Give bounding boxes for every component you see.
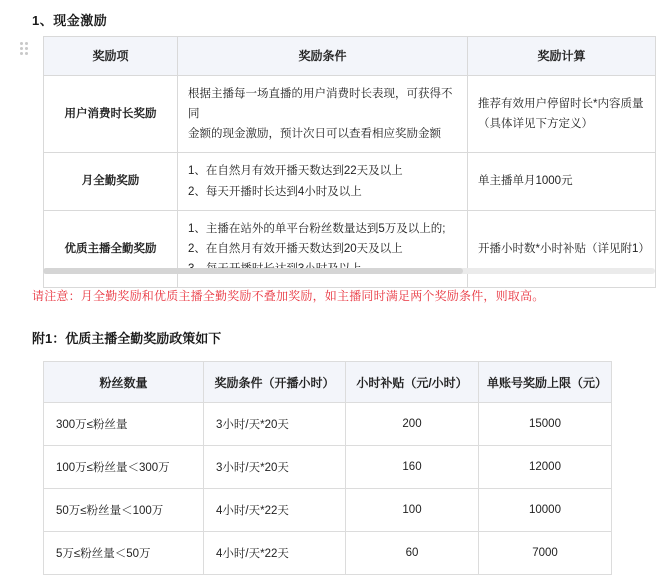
reward-item-name: 用户消费时长奖励 [44, 76, 178, 153]
reward-condition-cell [178, 76, 468, 153]
condition-line: 金额的现金激励，预计次日可以查看相应奖励金额 [188, 128, 441, 141]
reward-calc-cell [468, 210, 656, 287]
cell-fan-count: 5万≤粉丝量＜50万 [44, 532, 204, 575]
cell-condition-hours: 3小时/天*20天 [204, 403, 346, 446]
cell-account-cap: 15000 [479, 403, 612, 446]
calc-line: 开播小时数*小时补贴（详见附1） [478, 242, 650, 255]
cell-condition-hours: 4小时/天*22天 [204, 489, 346, 532]
cell-hourly-subsidy: 200 [346, 403, 479, 446]
condition-line: 2、每天开播时长达到4小时及以上 [188, 185, 362, 198]
column-header-reward-item: 奖励项 [44, 37, 178, 76]
page-title: 1、现金激励 [32, 13, 108, 28]
table-header-row [44, 362, 612, 403]
reward-condition-cell [178, 210, 468, 287]
column-header-reward-condition: 奖励条件 [178, 37, 468, 76]
cell-hourly-subsidy: 160 [346, 446, 479, 489]
drag-handle[interactable] [20, 42, 30, 56]
reward-calc-cell [468, 76, 656, 153]
cell-condition-hours: 4小时/天*22天 [204, 532, 346, 575]
table-row [44, 489, 612, 532]
appendix-table-wrapper [43, 361, 611, 575]
cell-fan-count: 100万≤粉丝量＜300万 [44, 446, 204, 489]
condition-line: 根据主播每一场直播的用户消费时长表现，可获得不同 [188, 88, 453, 121]
calc-line: 推荐有效用户停留时长*内容质量 [478, 98, 644, 111]
scrollbar-thumb[interactable] [43, 268, 463, 274]
handle-dot [20, 42, 23, 45]
column-header-account-cap: 单账号奖励上限（元） [479, 362, 612, 403]
table-row [44, 403, 612, 446]
cell-fan-count: 300万≤粉丝量 [44, 403, 204, 446]
cell-hourly-subsidy: 100 [346, 489, 479, 532]
appendix-table [43, 361, 612, 575]
column-header-fan-count: 粉丝数量 [44, 362, 204, 403]
cell-account-cap: 7000 [479, 532, 612, 575]
reward-condition-cell [178, 153, 468, 210]
table-row [44, 446, 612, 489]
table-row [44, 532, 612, 575]
condition-line: 1、在自然月有效开播天数达到22天及以上 [188, 165, 403, 178]
reward-item-name: 月全勤奖励 [44, 153, 178, 210]
handle-dot [20, 52, 23, 55]
condition-line: 1、主播在站外的单平台粉丝数量达到5万及以上的; [188, 222, 446, 235]
column-header-hourly-subsidy: 小时补贴（元/小时） [346, 362, 479, 403]
appendix-title: 附1：优质主播全勤奖励政策如下 [32, 331, 222, 346]
table-row [44, 76, 656, 153]
table-row [44, 210, 656, 287]
handle-dot [25, 42, 28, 45]
incentive-table-wrapper [43, 36, 655, 288]
notice-text: 请注意：月全勤奖励和优质主播全勤奖励不叠加奖励，如主播同时满足两个奖励条件，则取高。 [32, 289, 545, 303]
reward-item-name: 优质主播全勤奖励 [44, 210, 178, 287]
calc-line: （具体详见下方定义） [478, 118, 593, 131]
handle-dot [25, 52, 28, 55]
cell-account-cap: 10000 [479, 489, 612, 532]
column-header-condition-hours: 奖励条件（开播小时） [204, 362, 346, 403]
horizontal-scrollbar[interactable] [43, 268, 655, 274]
handle-dot [20, 47, 23, 50]
table-header-row [44, 37, 656, 76]
condition-line: 2、在自然月有效开播天数达到20天及以上 [188, 242, 403, 255]
cell-hourly-subsidy: 60 [346, 532, 479, 575]
handle-dot [25, 47, 28, 50]
calc-line: 单主播单月1000元 [478, 175, 573, 188]
cell-fan-count: 50万≤粉丝量＜100万 [44, 489, 204, 532]
cell-condition-hours: 3小时/天*20天 [204, 446, 346, 489]
column-header-reward-calc: 奖励计算 [468, 37, 656, 76]
cell-account-cap: 12000 [479, 446, 612, 489]
reward-calc-cell [468, 153, 656, 210]
incentive-table [43, 36, 656, 288]
table-row [44, 153, 656, 210]
